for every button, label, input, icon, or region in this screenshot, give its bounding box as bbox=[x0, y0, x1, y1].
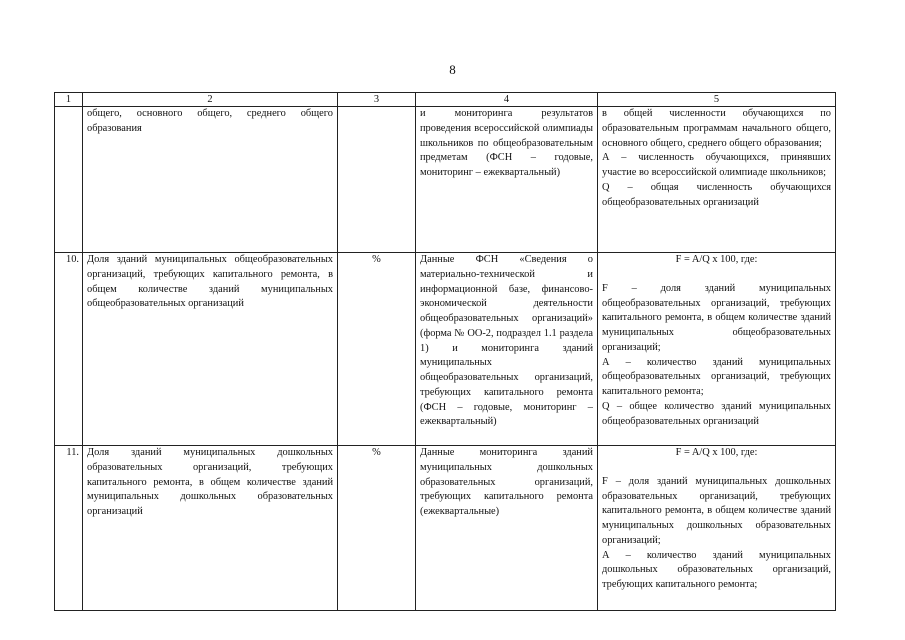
row-number: 10. bbox=[55, 253, 83, 446]
row-number bbox=[55, 107, 83, 253]
calculation-line: А – численность обучающихся, принявших участие во всероссийской олимпиаде школьников; bbox=[602, 152, 831, 179]
table-row bbox=[55, 107, 836, 253]
calculation-line: F – доля зданий муниципальных дошкольных образовательных организаций, требующих капитального ремонта, в общем количестве зданий муниципальных дошкольных образовательных организаций; bbox=[602, 475, 831, 546]
data-source: Данные мониторинга зданий муниципальных дошкольных образовательных организаций, требующих капитального ремонта (ежеквартальные) bbox=[416, 446, 598, 611]
indicator-name: общего, основного общего, среднего общего образования bbox=[83, 107, 338, 253]
unit-of-measure: % bbox=[338, 253, 416, 446]
unit-of-measure bbox=[338, 107, 416, 253]
data-source: и мониторинга результатов проведения всероссийской олимпиады школьников по общеобразовательным предметам (ФСН – годовые, мониторинг – ежеквартальный) bbox=[416, 107, 598, 253]
table-row bbox=[55, 253, 836, 446]
calculation-line: А – количество зданий муниципальных общеобразовательных организаций, требующих капитального ремонта; bbox=[602, 356, 831, 398]
column-number: 3 bbox=[338, 93, 416, 107]
column-number: 5 bbox=[598, 93, 836, 107]
column-number: 4 bbox=[416, 93, 598, 107]
indicator-name: Доля зданий муниципальных общеобразовательных организаций, требующих капитального ремонта, в общем количестве зданий муниципальных общеобразовательных организаций bbox=[83, 253, 338, 446]
formula: F = A/Q х 100, где: bbox=[675, 254, 758, 265]
column-number: 2 bbox=[83, 93, 338, 107]
formula: F = A/Q х 100, где: bbox=[675, 447, 758, 458]
column-number: 1 bbox=[55, 93, 83, 107]
calculation-line: Q – общее количество зданий муниципальных общеобразовательных организаций bbox=[602, 400, 831, 427]
data-source: Данные ФСН «Сведения о материально-технической и информационной базе, финансово-экономической деятельности общеобразовательных организаций» (форма № ОО-2, подраздел 1.1 раздела 1) и мониторинга зданий муниципальных общеобразовательных организаций, требующих капитального ремонта (ФСН – годовые, мониторинг – ежеквартальный) bbox=[416, 253, 598, 446]
table-row bbox=[55, 446, 836, 611]
calculation-method bbox=[598, 446, 836, 611]
calculation-line: F – доля зданий муниципальных общеобразовательных организаций, требующих капитального ремонта, в общем количестве зданий муниципальных общеобразовательных организаций; bbox=[602, 282, 831, 353]
calculation-line: в общей численности обучающихся по образовательным программам начального общего, основного общего, среднего общего образования; bbox=[602, 108, 831, 149]
page-number: 8 bbox=[449, 62, 456, 77]
calculation-line: Q – общая численность обучающихся общеобразовательных организаций bbox=[602, 181, 831, 208]
row-number: 11. bbox=[55, 446, 83, 611]
column-number-row bbox=[55, 93, 836, 107]
calculation-method bbox=[598, 107, 836, 253]
indicators-table bbox=[54, 92, 836, 611]
calculation-method bbox=[598, 253, 836, 446]
calculation-line: А – количество зданий муниципальных дошкольных образовательных организаций, требующих капитального ремонта; bbox=[602, 549, 831, 591]
indicator-name: Доля зданий муниципальных дошкольных образовательных организаций, требующих капитального ремонта, в общем количестве зданий муниципальных дошкольных образовательных организаций bbox=[83, 446, 338, 611]
unit-of-measure: % bbox=[338, 446, 416, 611]
